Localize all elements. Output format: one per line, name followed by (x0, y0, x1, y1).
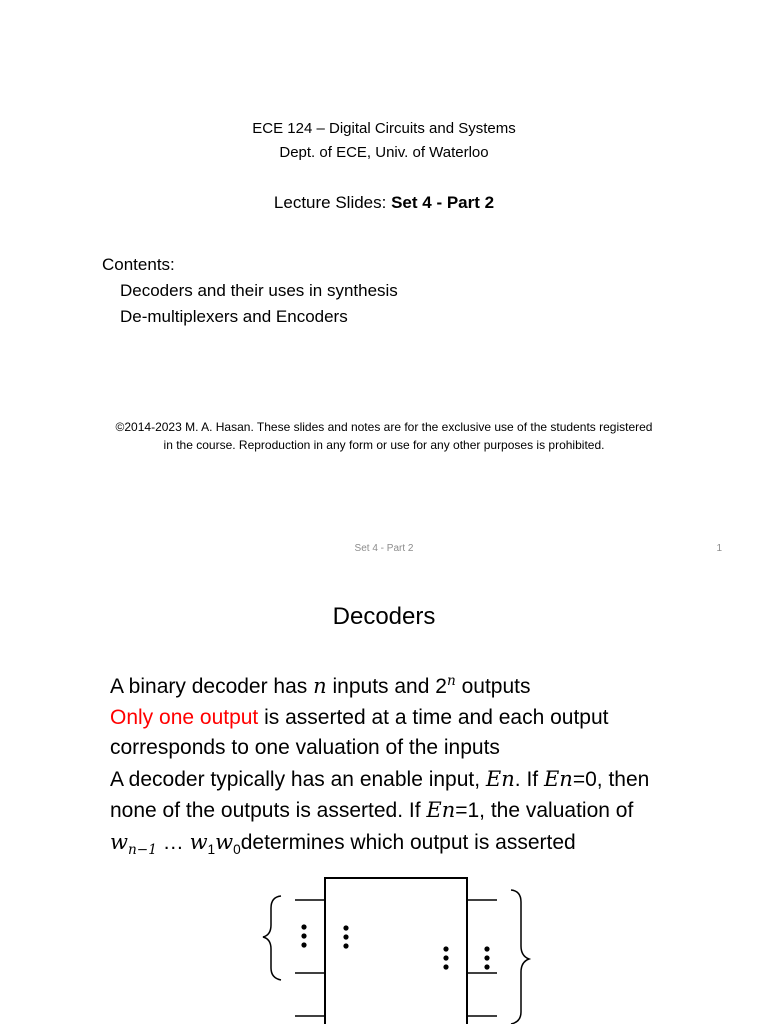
input-dots (301, 924, 306, 947)
contents-heading: Contents: (102, 255, 175, 274)
copyright-line: ©2014-2023 M. A. Hasan. These slides and notes are for the exclusive use of the students registered (115, 420, 653, 434)
footer-label: Set 4 - Part 2 (354, 543, 414, 554)
lecture-set: Set 4 - Part 2 (391, 193, 495, 212)
body-line: corresponds to one valuation of the inputs (110, 736, 500, 759)
decoder-diagram (0, 860, 768, 1024)
body-line: Only one output is asserted at a time and each output (110, 705, 609, 729)
slide-body (110, 666, 649, 865)
output-lines (467, 900, 497, 1016)
output-dots (484, 946, 489, 969)
body-line: none of the outputs is asserted. If En=1, the valuation of (110, 798, 634, 822)
course-title: ECE 124 – Digital Circuits and Systems (252, 120, 516, 137)
contents-item: Decoders and their uses in synthesis (120, 281, 398, 300)
inner-input-dots (343, 925, 348, 948)
output-brace (511, 890, 529, 1024)
lecture-prefix: Lecture Slides: (273, 193, 392, 212)
body-line: A binary decoder has n inputs and 2$^n$ outputs (110, 673, 531, 698)
input-lines (295, 900, 325, 1016)
department: Dept. of ECE, Univ. of Waterloo (279, 144, 489, 161)
math-en: En (485, 766, 515, 791)
slide-title: Decoders (332, 603, 436, 630)
page-number: 1 (716, 543, 722, 554)
copyright-line: in the course. Reproduction in any form or use for any other purposes is prohibited. (163, 438, 605, 452)
highlight-text: Only one output (110, 705, 259, 729)
input-brace (263, 896, 281, 980)
lecture-title (0, 193, 768, 213)
body-line: A decoder typically has an enable input, En. If En=0, then (110, 766, 650, 791)
contents-item: De-multiplexers and Encoders (120, 307, 348, 326)
math-n: n (313, 674, 327, 698)
inner-output-dots (443, 946, 448, 969)
body-line: $w_{n-1}$ … $w_1w_0determines$ which output is asserted (110, 829, 576, 858)
